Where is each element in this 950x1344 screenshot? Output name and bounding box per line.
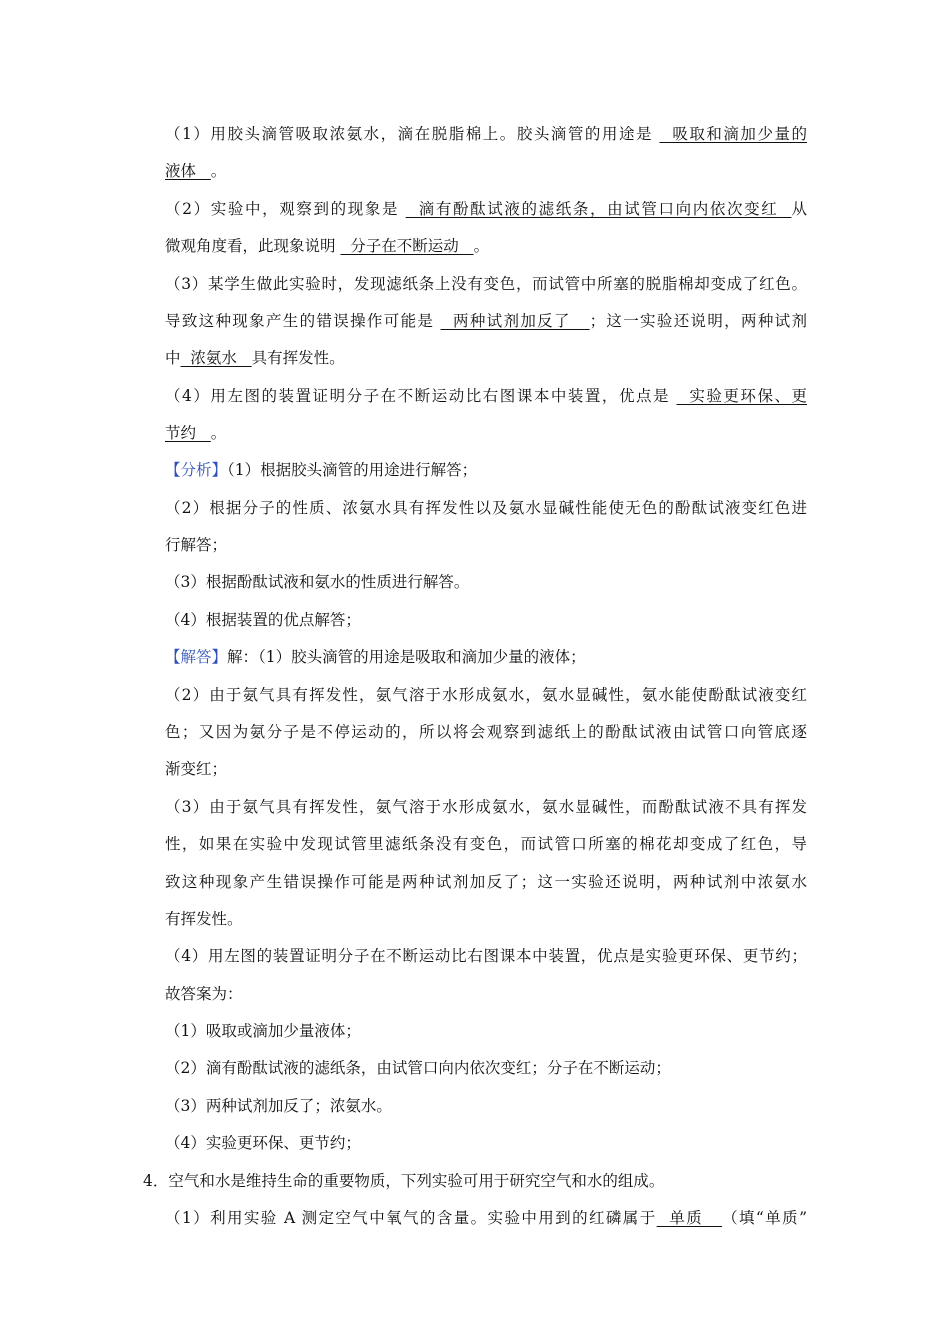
text: 性，如果在实验中发现试管里滤纸条没有变色，而试管口所塞的棉花却变成了红色，导 [165,835,807,853]
analysis-line-2 [165,498,807,518]
analysis-line-4 [165,572,469,592]
text: （2）由于氨气具有挥发性，氨气溶于水形成氨水，氨水显碱性，氨水能使酚酞试液变红 [165,686,807,704]
text: 色；又因为氨分子是不停运动的，所以将会观察到滤纸上的酚酞试液由试管口向管底逐 [165,723,807,741]
text: 导致这种现象产生的错误操作可能是 [165,312,441,330]
text: （3）由于氨气具有挥发性，氨气溶于水形成氨水，氨水显碱性，而酚酞试液不具有挥发 [165,798,807,816]
q3-line-1 [165,274,807,294]
q2-line-2 [165,236,489,256]
text: 中 [165,349,181,367]
solution-line-9 [165,946,807,966]
text: 从 [791,200,807,218]
answer-heading [165,984,243,1004]
text: 致这种现象产生错误操作可能是两种试剂加反了；这一实验还说明，两种试剂中浓氨水 [165,873,807,891]
solution-line-4 [165,759,227,779]
solution-line-2 [165,685,807,705]
text: （填“单质” [722,1209,807,1227]
q3-line-3 [165,348,345,368]
q4-line-1 [165,386,807,406]
text: （2）实验中，观察到的现象是 [165,200,406,218]
text: （3）根据酚酞试液和氨水的性质进行解答。 [165,573,470,591]
solution-line-7 [165,872,807,892]
text: 。 [473,237,490,255]
q1-line-2 [165,161,226,181]
text: （3）两种试剂加反了；浓氨水。 [165,1097,392,1115]
text: （2）根据分子的性质、浓氨水具有挥发性以及氨水显碱性能使无色的酚酞试液变红色进 [165,499,807,517]
solution-line-5 [165,797,807,817]
answer-blank: 分子在不断运动 [340,237,474,255]
analysis-line-5 [165,610,361,630]
text: 有挥发性。 [165,910,243,928]
answer-blank: 两种试剂加反了 [440,312,590,330]
solution-line-6 [165,834,807,854]
text: 解：（1）胶头滴管的用途是吸取和滴加少量的液体； [227,648,586,666]
text: （4）根据装置的优点解答； [165,611,361,629]
question-4-stem [143,1171,664,1191]
answer-line-2 [165,1058,671,1078]
q1-line-1 [165,124,807,144]
solution-line-1 [165,647,586,667]
solution-line-3 [165,722,807,742]
solution-line-8 [165,909,243,929]
text: 。 [210,424,227,442]
text: （1）根据胶头滴管的用途进行解答； [227,461,478,479]
q4-line-2 [165,423,226,443]
text: （4）用左图的装置证明分子在不断运动比右图课本中装置，优点是实验更环保、更节约； [165,947,807,965]
answer-blank: 节约 [165,424,211,442]
text: 渐变红； [165,760,228,778]
text: 。 [210,162,227,180]
analysis-line-3 [165,535,227,555]
text: （1）用胶头滴管吸取浓氨水，滴在脱脂棉上。胶头滴管的用途是 [165,125,660,143]
text: （2）滴有酚酞试液的滤纸条，由试管口向内依次变红；分子在不断运动； [165,1059,671,1077]
answer-blank: 单质 [656,1209,723,1227]
answer-blank: 滴有酚酞试液的滤纸条，由试管口向内依次变红 [405,200,792,218]
text: （4）用左图的装置证明分子在不断运动比右图课本中装置，优点是 [165,387,677,405]
text: 具有挥发性。 [251,349,345,367]
answer-blank: 浓氨水 [180,349,252,367]
answer-blank: 实验更环保、更 [676,387,807,405]
solution-tag: 【解答】 [165,648,228,666]
text: 微观角度看，此现象说明 [165,237,341,255]
text: （1）吸取或滴加少量液体； [165,1022,361,1040]
q2-line-1 [165,199,807,219]
analysis-line-1 [165,460,477,480]
text: （1）利用实验 A 测定空气中氧气的含量。实验中用到的红磷属于 [165,1209,657,1227]
answer-line-3 [165,1096,392,1116]
text: ；这一实验还说明，两种试剂 [589,312,807,330]
question-4-part-1 [165,1208,807,1228]
analysis-tag: 【分析】 [165,461,228,479]
text: 行解答； [165,536,228,554]
answer-blank: 吸取和滴加少量的 [659,125,808,143]
text: （4）实验更环保、更节约； [165,1134,361,1152]
answer-line-1 [165,1021,361,1041]
answer-blank: 液体 [165,162,211,180]
answer-line-4 [165,1133,361,1153]
text: （3）某学生做此实验时，发现滤纸条上没有变色，而试管中所塞的脱脂棉却变成了红色。 [165,275,807,293]
text: 故答案为： [165,985,243,1003]
text: 4．空气和水是维持生命的重要物质，下列实验可用于研究空气和水的组成。 [143,1172,665,1190]
q3-line-2 [165,311,807,331]
